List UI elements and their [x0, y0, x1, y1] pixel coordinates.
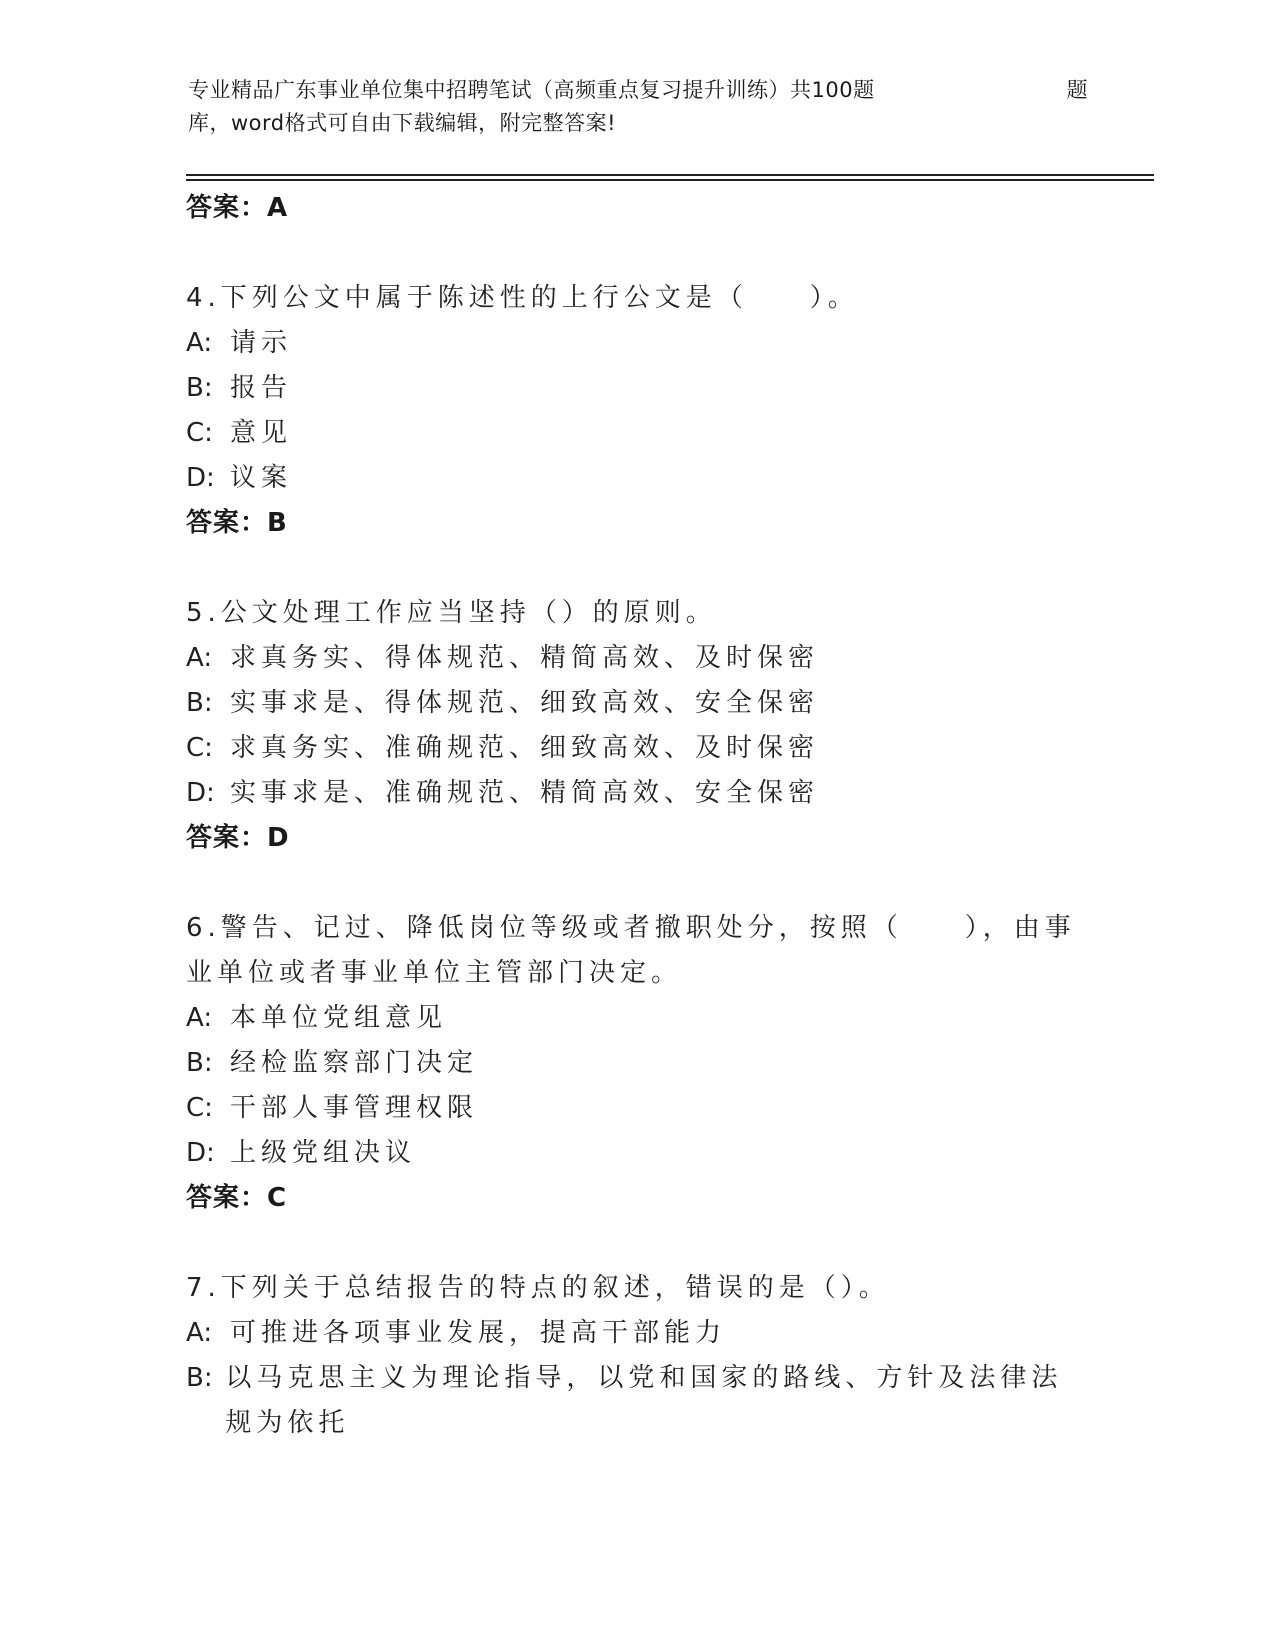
option-text: 本单位党组意见 [230, 1003, 448, 1033]
option-letter: B: [186, 1363, 213, 1393]
question-stem: 5.公文处理工作应当坚持（）的原则。 [186, 598, 717, 628]
option-text: 可推进各项事业发展，提高干部能力 [230, 1318, 727, 1348]
option-a [186, 996, 1086, 1041]
option-text: 实事求是、准确规范、精简高效、安全保密 [230, 778, 820, 808]
header-line-2: 库，word格式可自由下载编辑，附完整答案! [188, 111, 617, 135]
option-b [186, 1041, 1086, 1086]
question-stem: 4.下列公文中属于陈述性的上行公文是（ ）。 [186, 283, 859, 313]
answer-q5: 答案：D [186, 823, 290, 853]
option-text: 经检监察部门决定 [230, 1048, 479, 1078]
option-c [186, 1086, 1086, 1131]
question-6 [186, 906, 1086, 1221]
option-b [186, 1356, 1086, 1446]
option-text: 上级党组决议 [230, 1138, 417, 1168]
option-text: 干部人事管理权限 [230, 1093, 479, 1123]
header-trailing: 题 [1066, 78, 1088, 102]
option-letter: A: [186, 643, 213, 673]
answer-q6: 答案：C [186, 1183, 288, 1213]
option-a [186, 321, 1086, 366]
header-title: 专业精品广东事业单位集中招聘笔试（高频重点复习提升训练）共100题 [188, 78, 875, 102]
option-text: 请示 [230, 328, 293, 358]
option-text: 议案 [230, 463, 293, 493]
option-letter: B: [186, 1048, 213, 1078]
option-c [186, 726, 1086, 771]
question-4 [186, 276, 1086, 546]
option-letter: A: [186, 1003, 213, 1033]
option-letter: D: [186, 1138, 215, 1168]
option-letter: B: [186, 688, 213, 718]
option-text: 求真务实、得体规范、精简高效、及时保密 [230, 643, 820, 673]
option-letter: C: [186, 418, 213, 448]
answer-q4: 答案：B [186, 508, 288, 538]
option-letter: D: [186, 778, 215, 808]
option-letter: C: [186, 733, 213, 763]
option-letter: B: [186, 373, 213, 403]
option-letter: D: [186, 463, 215, 493]
option-d [186, 771, 1086, 816]
document-body [186, 186, 1086, 1446]
option-letter: A: [186, 1318, 213, 1348]
option-letter: A: [186, 328, 213, 358]
option-text: 求真务实、准确规范、细致高效、及时保密 [230, 733, 820, 763]
option-text: 意见 [230, 418, 293, 448]
option-text: 报告 [230, 373, 293, 403]
option-c [186, 411, 1086, 456]
option-d [186, 1131, 1086, 1176]
option-a [186, 1311, 1086, 1356]
question-7 [186, 1266, 1086, 1446]
option-b [186, 366, 1086, 411]
option-letter: C: [186, 1093, 213, 1123]
question-stem: 7.下列关于总结报告的特点的叙述，错误的是（）。 [186, 1273, 890, 1303]
question-5 [186, 591, 1086, 861]
option-d [186, 456, 1086, 501]
header-rule-upper [186, 174, 1154, 176]
option-a [186, 636, 1086, 681]
option-text: 以马克思主义为理论指导，以党和国家的路线、方针及法律法规为依托 [225, 1363, 1063, 1438]
question-stem: 6.警告、记过、降低岗位等级或者撤职处分，按照（ ），由事业单位或者事业单位主管部门决定。 [186, 913, 1076, 988]
document-header [188, 74, 1088, 140]
option-text: 实事求是、得体规范、细致高效、安全保密 [230, 688, 820, 718]
option-b [186, 681, 1086, 726]
header-rule-lower [186, 179, 1154, 181]
header-line-1 [188, 74, 1088, 107]
answer-q3: 答案：A [186, 193, 289, 223]
